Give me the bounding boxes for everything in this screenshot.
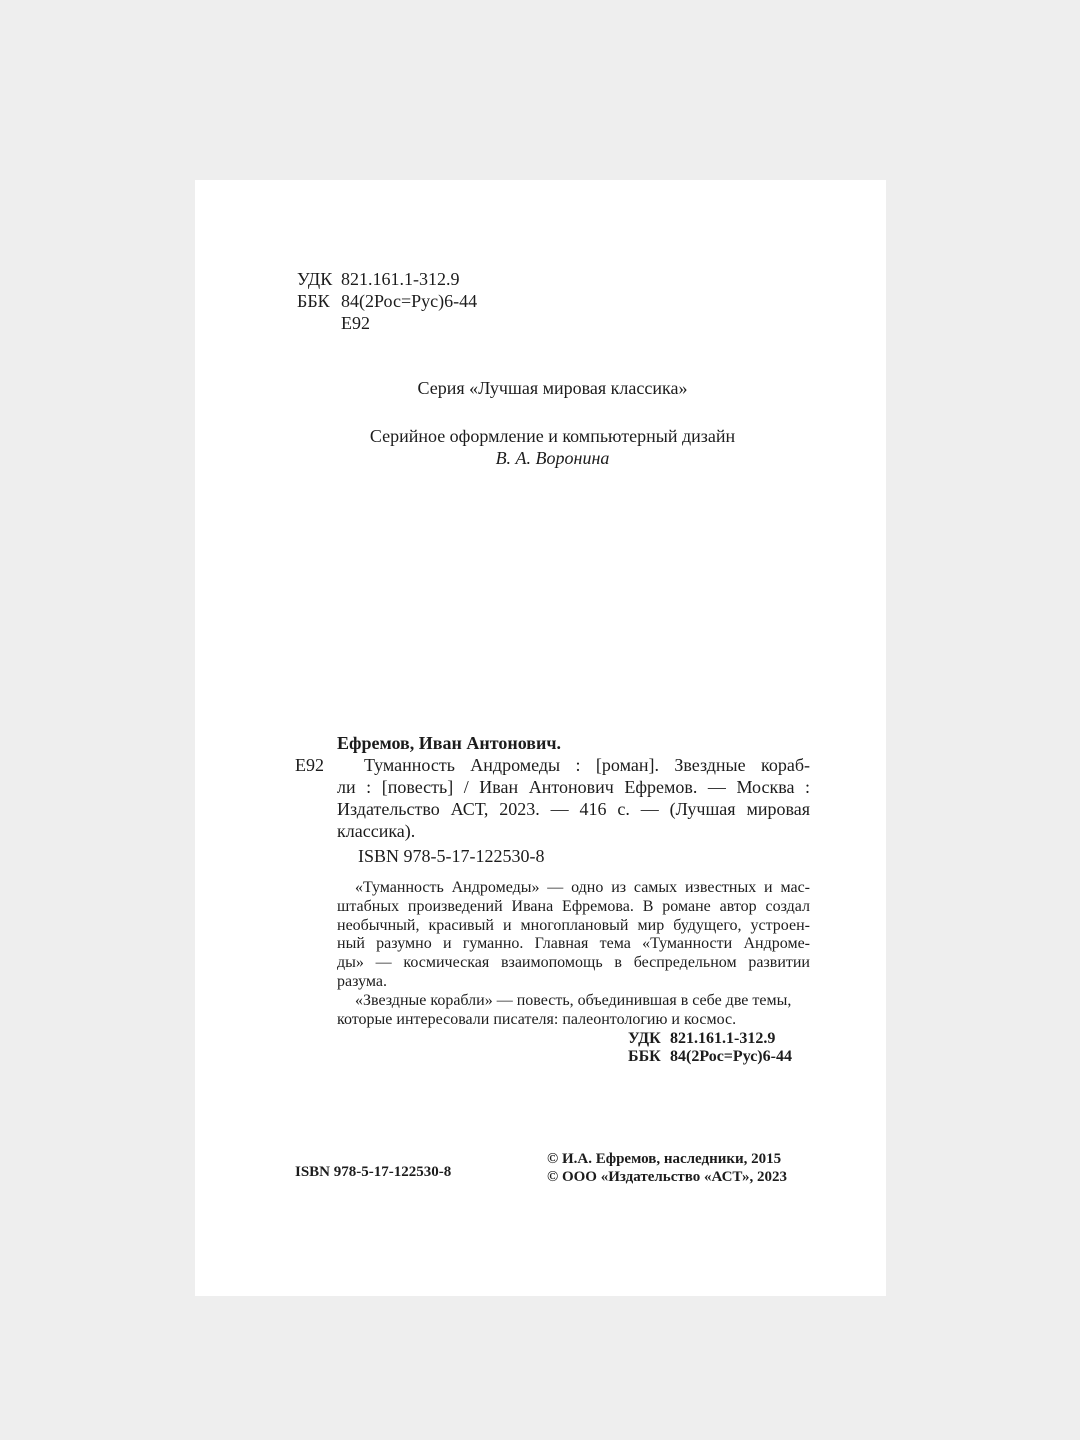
udk-bottom-row: [628, 1030, 810, 1048]
classification-codes-top: [295, 268, 810, 334]
annotation-block: [337, 879, 810, 1029]
text-line: которые интересовали писателя: палеонтологию и космос.: [337, 1010, 737, 1028]
text-line: ный разумно и гуманно. Главная тема «Туманности Андроме-: [337, 935, 810, 953]
text-line: необычный, красивый и многоплановый мир будущего, устроен-: [337, 916, 810, 934]
bibliographic-entry: [295, 754, 810, 842]
author-heading: Ефремов, Иван Антонович.: [337, 733, 561, 753]
series-design-credit: Серийное оформление и компьютерный дизайн: [369, 426, 736, 446]
series-title: Серия «Лучшая мировая классика»: [417, 378, 688, 398]
text-line: классика).: [337, 821, 416, 841]
book-imprint-page: [195, 180, 886, 1296]
udk-value: 821.161.1-312.9: [341, 269, 460, 289]
author-sign-code: Е92: [295, 755, 324, 775]
bibliographic-description: [337, 754, 810, 842]
author-sign-row: [295, 312, 810, 334]
author-sign-value: Е92: [341, 313, 370, 333]
text-line: Туманность Андромеды : [роман]. Звездные кораб-: [364, 755, 810, 775]
udk-bottom-label: УДК: [628, 1030, 661, 1048]
copyright-block: [547, 1150, 787, 1186]
classification-codes-bottom: [628, 1030, 810, 1065]
text-line: Издательство АСТ, 2023. — 416 с. — (Лучшая мировая: [337, 799, 810, 819]
copyright-line-publisher: © ООО «Издательство «АСТ», 2023: [547, 1169, 788, 1186]
designer-name: В. А. Воронина: [495, 448, 610, 468]
bbk-label: ББК: [297, 291, 330, 311]
copyright-line-author: © И.А. Ефремов, наследники, 2015: [547, 1151, 782, 1168]
isbn-line: ISBN 978-5-17-122530-8: [358, 846, 545, 866]
annotation-paragraph-2: [337, 992, 810, 1030]
text-line: разума.: [337, 972, 387, 990]
bbk-value: 84(2Рос=Рус)6-44: [341, 291, 478, 311]
udk-row: [295, 268, 810, 290]
series-block: [295, 377, 810, 469]
footer-isbn: ISBN 978-5-17-122530-8: [295, 1164, 452, 1181]
bbk-row: [295, 290, 810, 312]
catalog-card: [295, 732, 810, 867]
text-line: «Звездные корабли» — повесть, объединившая в себе две темы,: [355, 991, 792, 1009]
imprint-footer: [295, 1150, 810, 1190]
text-line: «Туманность Андромеды» — одно из самых известных и мас-: [355, 879, 810, 896]
text-line: ли : [повесть] / Иван Антонович Ефремов. — Москва :: [337, 777, 810, 797]
bbk-bottom-label: ББК: [628, 1047, 661, 1065]
udk-bottom-value: 821.161.1-312.9: [670, 1030, 776, 1048]
bbk-bottom-value: 84(2Рос=Рус)6-44: [670, 1047, 792, 1065]
bbk-bottom-row: [628, 1048, 810, 1066]
udk-label: УДК: [297, 269, 333, 289]
text-line: ды» — космическая взаимопомощь в беспредельном развитии: [337, 954, 810, 972]
author-sign-label: [295, 312, 341, 334]
text-line: штабных произведений Ивана Ефремова. В романе автор создал: [337, 897, 810, 915]
annotation-paragraph-1: [337, 879, 810, 992]
